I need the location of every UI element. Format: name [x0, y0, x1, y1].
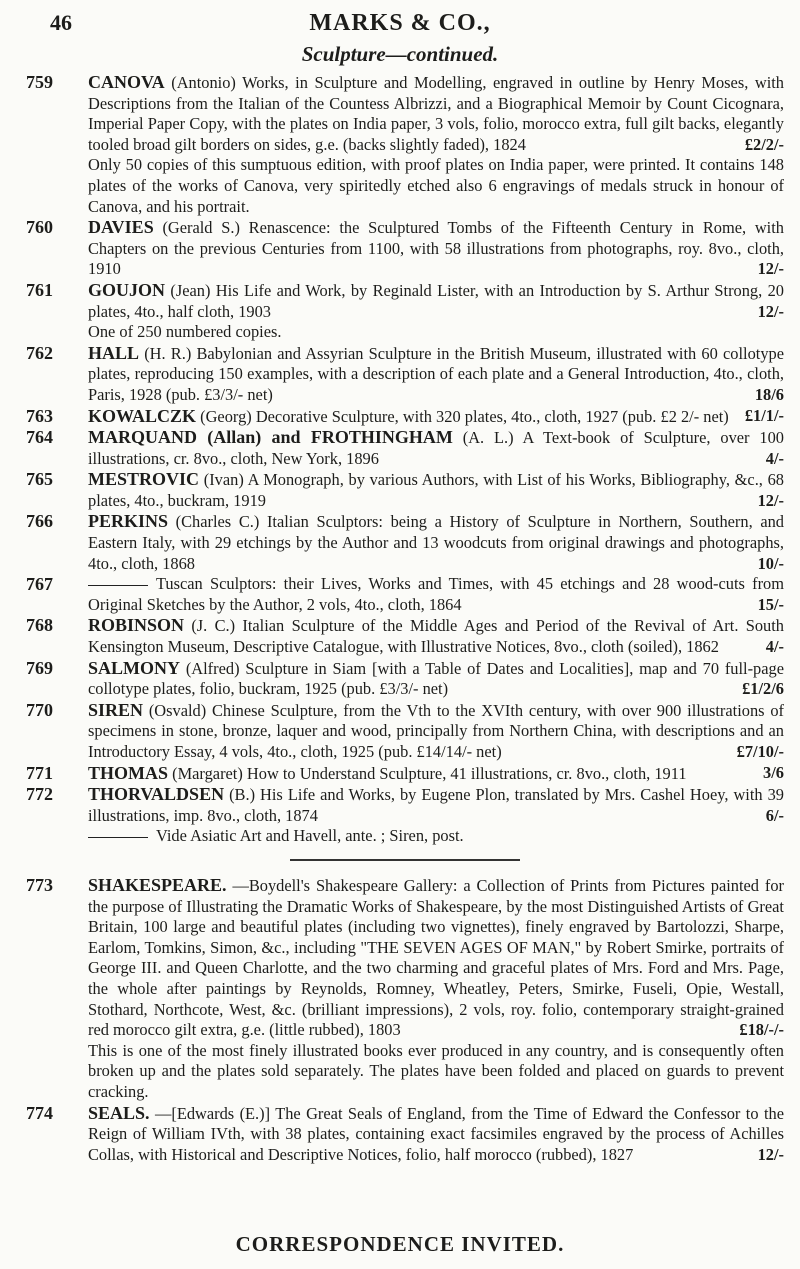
entry-number: 761	[26, 279, 53, 300]
entry-text: (Ivan) A Monograph, by various Authors, with List of his Works, Bibliography, &c., 68 plates, 4to., buckram, 1919	[88, 470, 784, 510]
entry-number: 766	[26, 511, 53, 532]
catalogue-entry-768	[26, 615, 784, 657]
entry-text: (Charles C.) Italian Sculptors: being a History of Sculpture in Northern, Southern, and Eastern Italy, with 29 etchings by the Author and 13 woodcuts from original drawings and photographs, 4to., cloth, 1868	[88, 512, 784, 573]
entry-text: (Margaret) How to Understand Sculpture, 41 illustrations, cr. 8vo., cloth, 1911	[172, 763, 687, 783]
entry-price: 12/-	[757, 1144, 784, 1164]
catalogue-entry-769	[26, 658, 784, 700]
entry-number: 771	[26, 762, 53, 783]
entries-list	[26, 72, 784, 1165]
entry-number: 760	[26, 217, 53, 238]
entry-text: (H. R.) Babylonian and Assyrian Sculpture in the British Museum, illustrated with 60 collotype plates, reproducing 150 examples, with a description of each plate and a General Introduction, 4to., cloth, Paris, 1928 (pub. £3/3/- net)	[88, 343, 784, 404]
entry-text: (J. C.) Italian Sculpture of the Middle Ages and Period of the Revival of Art. South Kensington Museum, Descriptive Catalogue, with Illustrative Notices, 8vo., cloth (soiled), 1862	[88, 616, 784, 657]
entry-author: SEALS.	[88, 1102, 150, 1123]
entry-author: KOWALCZK	[88, 405, 197, 426]
entry-author: MARQUAND (Allan) and FROTHINGHAM	[88, 427, 453, 448]
entry-number: 769	[26, 657, 53, 678]
catalogue-entry-772	[26, 784, 784, 826]
page-header	[50, 10, 750, 44]
catalogue-entry-766	[26, 511, 784, 574]
entry-number: 767	[26, 574, 53, 595]
entry-author: ROBINSON	[88, 615, 185, 636]
entry-price: 3/6	[763, 762, 784, 782]
entry-number: 759	[26, 72, 53, 92]
entry-author: THORVALDSEN	[88, 784, 225, 805]
entry-number: 764	[26, 427, 53, 448]
entry-author: SHAKESPEARE.	[88, 874, 227, 895]
entry-number: 765	[26, 469, 53, 490]
catalogue-entry-774	[26, 1103, 784, 1166]
entry-text: (Osvald) Chinese Sculpture, from the Vth to the XVIth century, with over 900 illustrations of specimens in stone, bronze, laquer and wood, principally from Northern China, with descriptions and an Introductory Essay, 4 vols, 4to., cloth, 1925 (pub. £14/14/- net)	[88, 700, 784, 761]
vide-text: Vide Asiatic Art and Havell, ante. ; Siren, post.	[156, 826, 464, 846]
entry-author: MESTROVIC	[88, 469, 200, 490]
entry-number: 770	[26, 699, 53, 720]
entry-text: (Gerald S.) Renascence: the Sculptured Tombs of the Fifteenth Century in Rome, with Chapters on the previous Centuries from 1100, with 58 illustrations from photographs, roy. 8vo., cloth, 1910	[88, 218, 784, 279]
catalogue-entry-765	[26, 469, 784, 511]
entry-price: 18/6	[754, 384, 784, 404]
entry-text: (Georg) Decorative Sculpture, with 320 plates, 4to., cloth, 1927 (pub. £2 2/- net)	[200, 406, 729, 426]
entry-number: 772	[26, 784, 53, 805]
entry-price: £18/-/-	[739, 1020, 784, 1040]
entry-price: 12/-	[757, 259, 784, 279]
running-head: MARKS & CO.,	[309, 10, 491, 36]
entry-author: THOMAS	[88, 762, 169, 783]
entry-text: (B.) His Life and Works, by Eugene Plon, translated by Mrs. Cashel Hoey, with 39 illustrations, imp. 8vo., cloth, 1874	[88, 785, 784, 825]
catalogue-entry-767	[26, 574, 784, 615]
entry-author: DAVIES	[88, 217, 154, 238]
catalogue-entry-770	[26, 700, 784, 763]
entry-price: 10/-	[757, 553, 784, 573]
catalogue-entry-763	[26, 406, 784, 428]
entry-number: 774	[26, 1102, 53, 1123]
entry-number: 763	[26, 405, 53, 426]
catalogue-entry-760	[26, 217, 784, 280]
entry-text: —[Edwards (E.)] The Great Seals of England, from the Time of Edward the Confessor to the Reign of William IVth, with 38 plates, containing exact facsimiles engraved by the process of Achilles Collas, with Historical and Descriptive Notices, folio, half morocco (rubbed), 1827	[88, 1103, 784, 1164]
catalogue-entry-759	[26, 72, 784, 217]
catalogue-entry-773	[26, 875, 784, 1103]
entry-price: 4/-	[765, 637, 784, 657]
entry-author: GOUJON	[88, 279, 166, 300]
entry-price: £7/10/-	[736, 742, 784, 761]
page-number: 46	[50, 10, 72, 35]
catalogue-entry-764	[26, 427, 784, 469]
entry-price: 12/-	[757, 301, 784, 321]
ditto-rule	[88, 837, 148, 838]
entry-number: 768	[26, 615, 53, 636]
entry-text: Tuscan Sculptors: their Lives, Works and Times, with 45 etchings and 28 wood-cuts from Original Sketches by the Author, 2 vols, 4to., cloth, 1864	[88, 574, 784, 614]
cross-reference	[26, 826, 784, 847]
catalogue-entry-762	[26, 343, 784, 406]
entry-price: 15/-	[757, 594, 784, 614]
entry-text: (Jean) His Life and Work, by Reginald Lister, with an Introduction by S. Arthur Strong, 20 plates, 4to., half cloth, 1903	[88, 280, 784, 321]
ditto-rule	[88, 585, 148, 586]
entry-author: SALMONY	[88, 657, 181, 678]
entry-author: CANOVA	[88, 72, 165, 92]
entry-price: 4/-	[765, 448, 784, 468]
entry-price: £1/2/6	[742, 679, 784, 699]
catalogue-entry-761	[26, 280, 784, 343]
entry-note: Only 50 copies of this sumptuous edition, with proof plates on India paper, were printed. It contains 148 plates of the works of Canova, very spiritedly etched also 6 engravings of medals struck in honour of Canova, and his portrait.	[88, 155, 784, 216]
entry-author: HALL	[88, 342, 140, 363]
entry-price: 6/-	[765, 805, 784, 825]
entry-author: PERKINS	[88, 511, 169, 532]
entry-text: (Antonio) Works, in Sculpture and Modelling, engraved in outline by Henry Moses, with Descriptions from the Italian of the Countess Albrizzi, and a Biographical Memoir by Count Cicognara, Imperial Paper Copy, with the plates on India paper, 3 vols, folio, morocco extra, full gilt backs, elegantly tooled broad gilt borders on sides, g.e. (backs slightly faded), 1824	[88, 73, 784, 154]
entry-text: (A. L.) A Text-book of Sculpture, over 100 illustrations, cr. 8vo., cloth, New York, 1896	[88, 428, 784, 468]
section-divider	[290, 859, 520, 861]
catalogue-entry-771	[26, 763, 784, 785]
section-title: Sculpture—continued.	[301, 42, 499, 66]
entry-price: £2/2/-	[744, 134, 784, 154]
entry-author: SIREN	[88, 699, 144, 720]
entry-number: 773	[26, 874, 53, 895]
entry-note: One of 250 numbered copies.	[88, 322, 282, 342]
footer-note: CORRESPONDENCE INVITED.	[235, 1232, 565, 1256]
entry-number: 762	[26, 342, 53, 363]
entry-price: £1/1/-	[744, 405, 784, 425]
entry-note: This is one of the most finely illustrated books ever produced in any country, and is consequently often broken up and the plates sold separately. The plates have been folded and placed on guards to prevent cracking.	[88, 1040, 784, 1101]
entry-text: (Alfred) Sculpture in Siam [with a Table of Dates and Localities], map and 70 full-page collotype plates, folio, buckram, 1925 (pub. £3/3/- net)	[88, 658, 784, 699]
entry-price: 12/-	[757, 490, 784, 510]
entry-text: —Boydell's Shakespeare Gallery: a Collection of Prints from Pictures painted for the purpose of Illustrating the Dramatic Works of Shakespeare, by the most Distinguished Artists of Great Britain, 100 large and beautiful plates (including two vignettes), finely engraved by Bartolozzi, Sharpe, Earlom, Tomkins, Simon, &c., including "THE SEVEN AGES OF MAN," by Robert Smirke, portraits of George III. and Queen Charlotte, and the two charming and graceful plates of Mrs. Ford and Mrs. Page, the whole after paintings by Reynolds, Romney, Wheatley, Peters, Smirke, Fuseli, Opie, Westall, Stothard, Northcote, West, &c. (brilliant impressions), 2 vols, roy. folio, contemporary straight-grained red morocco gilt extra, g.e. (little rubbed), 1803	[88, 875, 784, 1040]
